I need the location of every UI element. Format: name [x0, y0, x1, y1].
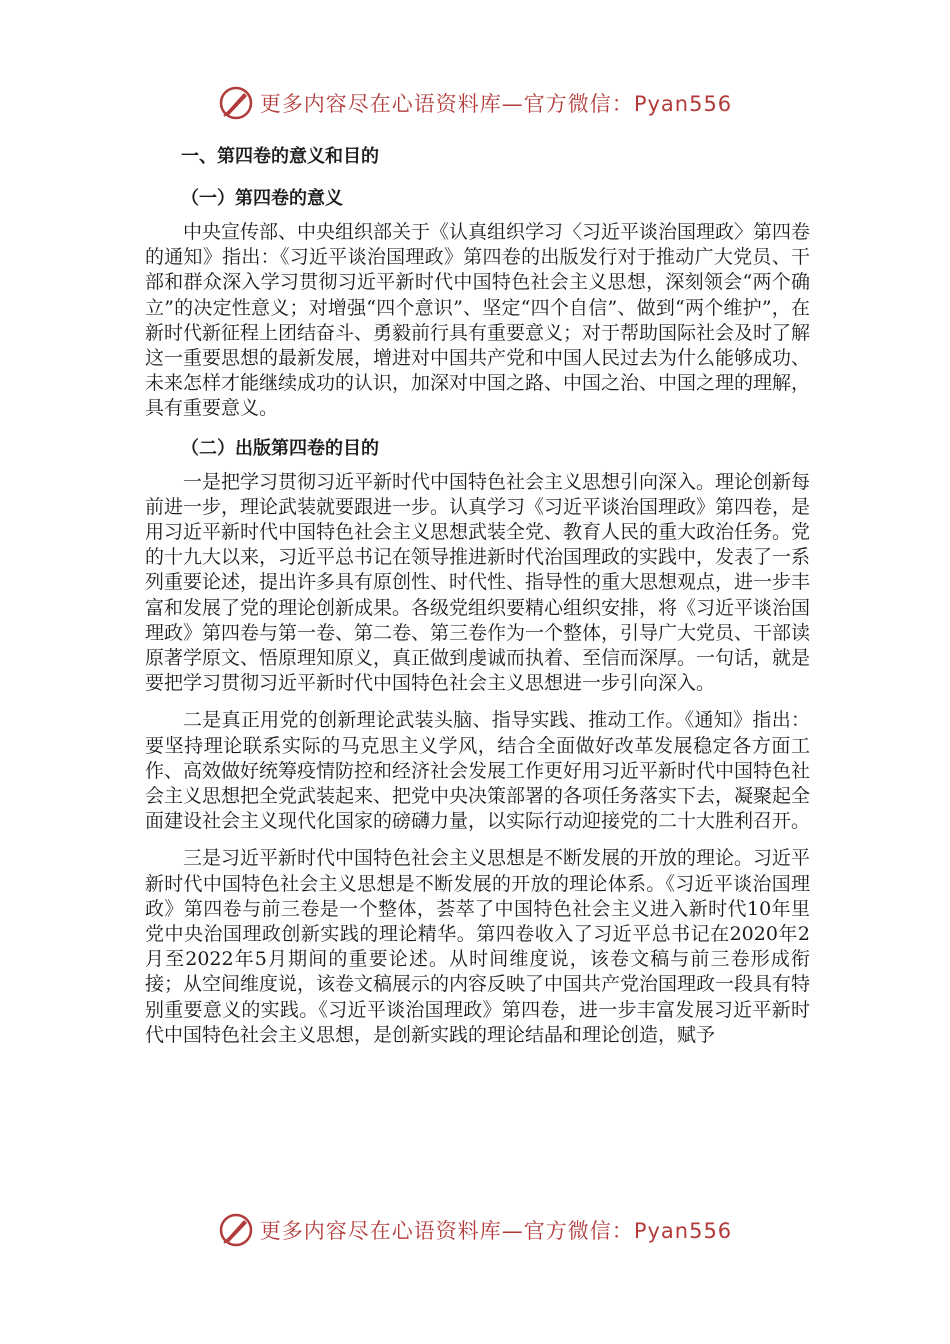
document-body	[145, 142, 810, 1060]
banner-slogan: 更多内容尽在心语资料库—官方微信：	[259, 92, 634, 116]
wechat-id: Pyan556	[633, 92, 733, 116]
paragraph: 二是真正用党的创新理论武装头脑、指导实践、推动工作。《通知》指出：要坚持理论联系实际的马克思主义学风，结合全面做好改革发展稳定各方面工作、高效做好统筹疫情防控和经济社会发展工作更好用习近平新时代中国特色社会主义思想把全党武装起来、把党中央决策部署的各项任务落实下去，凝聚起全面建设社会主义现代化国家的磅礴力量，以实际行动迎接党的二十大胜利召开。	[145, 709, 811, 833]
paragraph: 一是把学习贯彻习近平新时代中国特色社会主义思想引向深入。理论创新每前进一步，理论武装就要跟进一步。认真学习《习近平谈治国理政》第四卷，是用习近平新时代中国特色社会主义思想武装全党、教育人民的重大政治任务。党的十九大以来，习近平总书记在领导推进新时代治国理政的实践中，发表了一系列重要论述，提出许多具有原创性、时代性、指导性的重大思想观点，进一步丰富和发展了党的理论创新成果。各级党组织要精心组织安排，将《习近平谈治国理政》第四卷与第一卷、第二卷、第三卷作为一个整体，引导广大党员、干部读原著学原文、悟原理知原义，真正做到虔诚而执着、至信而深厚。一句话，就是要把学习贯彻习近平新时代中国特色社会主义思想进一步引向深入。	[145, 470, 811, 695]
pen-logo-icon	[218, 85, 254, 121]
paragraph: 中央宣传部、中央组织部关于《认真组织学习〈习近平谈治国理政〉第四卷的通知》指出：《习近平谈治国理政》第四卷的出版发行对于推动广大党员、干部和群众深入学习贯彻习近平新时代中国特色社会主义思想，深刻领会“两个确立”的决定性意义；对增强“四个意识”、坚定“四个自信”、做到“两个维护”，在新时代新征程上团结奋斗、勇毅前行具有重要意义；对于帮助国际社会及时了解这一重要思想的最新发展，增进对中国共产党和中国人民过去为什么能够成功、未来怎样才能继续成功的认识，加深对中国之路、中国之治、中国之理的理解，具有重要意义。	[145, 221, 811, 420]
banner-text	[260, 1215, 732, 1245]
banner-slogan: 更多内容尽在心语资料库—官方微信：	[259, 1219, 634, 1243]
wechat-id: Pyan556	[633, 1219, 733, 1243]
footer-banner	[0, 1210, 950, 1250]
section-heading: 一、第四卷的意义和目的	[181, 146, 379, 167]
header-banner	[0, 83, 950, 123]
pen-logo-icon	[218, 1212, 254, 1248]
paragraph: 三是习近平新时代中国特色社会主义思想是不断发展的开放的理论。习近平新时代中国特色社会主义思想是不断发展的开放的理论体系。《习近平谈治国理政》第四卷与前三卷是一个整体，荟萃了中国特色社会主义进入新时代10年里党中央治国理政创新实践的理论精华。第四卷收入了习近平总书记在2020年2月至2022年5月期间的重要论述。从时间维度说，该卷文稿与前三卷形成衔接；从空间维度说，该卷文稿展示的内容反映了中国共产党治国理政一段具有特别重要意义的实践。《习近平谈治国理政》第四卷，进一步丰富发展习近平新时代中国特色社会主义思想，是创新实践的理论结晶和理论创造，赋予	[145, 847, 811, 1046]
subsection-heading-1: （一）第四卷的意义	[181, 188, 343, 209]
banner-text	[260, 88, 732, 118]
subsection-heading-2: （二）出版第四卷的目的	[181, 437, 379, 459]
